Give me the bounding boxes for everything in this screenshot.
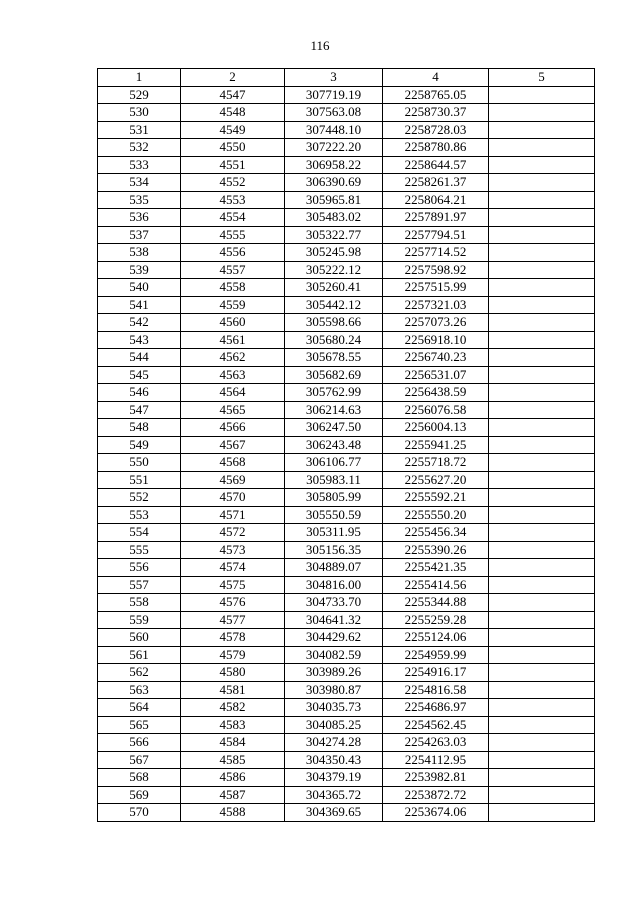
- table-cell: 554: [98, 524, 181, 542]
- table-row: [98, 419, 595, 437]
- table-cell: 4568: [181, 454, 285, 472]
- table-cell: 2255718.72: [383, 454, 489, 472]
- table-row: [98, 244, 595, 262]
- table-cell: 2256438.59: [383, 384, 489, 402]
- table-cell: 560: [98, 629, 181, 647]
- table-cell: 543: [98, 331, 181, 349]
- table-cell: 2255390.26: [383, 541, 489, 559]
- table-cell: 305680.24: [285, 331, 383, 349]
- table-cell: 305245.98: [285, 244, 383, 262]
- table-cell: 2257598.92: [383, 261, 489, 279]
- table-cell: [489, 506, 595, 524]
- table-cell: 2254263.03: [383, 734, 489, 752]
- table-cell: 2254562.45: [383, 716, 489, 734]
- table-cell: 4587: [181, 786, 285, 804]
- table-cell: 2256740.23: [383, 349, 489, 367]
- table-cell: 541: [98, 296, 181, 314]
- table-cell: 4579: [181, 646, 285, 664]
- table-cell: 305805.99: [285, 489, 383, 507]
- table-cell: [489, 629, 595, 647]
- table-row: [98, 611, 595, 629]
- table-cell: 540: [98, 279, 181, 297]
- table-cell: [489, 769, 595, 787]
- table-cell: 2257891.97: [383, 209, 489, 227]
- table-row: [98, 86, 595, 104]
- table-cell: 4569: [181, 471, 285, 489]
- table-cell: [489, 209, 595, 227]
- table-cell: 2255421.35: [383, 559, 489, 577]
- table-cell: 2255414.56: [383, 576, 489, 594]
- table-cell: [489, 121, 595, 139]
- table-cell: 555: [98, 541, 181, 559]
- table-cell: 305983.11: [285, 471, 383, 489]
- table-cell: 306214.63: [285, 401, 383, 419]
- table-row: [98, 471, 595, 489]
- table-cell: 563: [98, 681, 181, 699]
- table-cell: 4581: [181, 681, 285, 699]
- table-cell: 4557: [181, 261, 285, 279]
- table-cell: 534: [98, 174, 181, 192]
- table-row: [98, 681, 595, 699]
- table-cell: 303989.26: [285, 664, 383, 682]
- table-cell: 566: [98, 734, 181, 752]
- table-cell: 4571: [181, 506, 285, 524]
- table-cell: [489, 296, 595, 314]
- table-row: [98, 384, 595, 402]
- table-cell: [489, 681, 595, 699]
- table-cell: 570: [98, 804, 181, 822]
- table-cell: 307448.10: [285, 121, 383, 139]
- table-cell: [489, 384, 595, 402]
- table-row: [98, 751, 595, 769]
- table-cell: 304429.62: [285, 629, 383, 647]
- table-row: [98, 314, 595, 332]
- table-cell: 4578: [181, 629, 285, 647]
- table-cell: 2254686.97: [383, 699, 489, 717]
- column-header: 1: [98, 69, 181, 87]
- table-cell: 2255550.20: [383, 506, 489, 524]
- table-cell: 306247.50: [285, 419, 383, 437]
- table-cell: 305678.55: [285, 349, 383, 367]
- table-cell: 4554: [181, 209, 285, 227]
- table-row: [98, 261, 595, 279]
- table-row: [98, 331, 595, 349]
- table-cell: 533: [98, 156, 181, 174]
- table-row: [98, 506, 595, 524]
- table-cell: 2253982.81: [383, 769, 489, 787]
- table-cell: 2255344.88: [383, 594, 489, 612]
- table-cell: 2258644.57: [383, 156, 489, 174]
- table-cell: 4561: [181, 331, 285, 349]
- table-cell: 2253674.06: [383, 804, 489, 822]
- table-cell: 536: [98, 209, 181, 227]
- table-cell: 307719.19: [285, 86, 383, 104]
- table-cell: [489, 576, 595, 594]
- table-cell: 4559: [181, 296, 285, 314]
- table-cell: 4548: [181, 104, 285, 122]
- table-row: [98, 454, 595, 472]
- table-row: [98, 401, 595, 419]
- table-cell: 2258780.86: [383, 139, 489, 157]
- table-cell: 4567: [181, 436, 285, 454]
- table-cell: 305598.66: [285, 314, 383, 332]
- table-cell: 2255456.34: [383, 524, 489, 542]
- table-cell: [489, 454, 595, 472]
- table-cell: 4564: [181, 384, 285, 402]
- table-cell: 304816.00: [285, 576, 383, 594]
- table-cell: 305762.99: [285, 384, 383, 402]
- table-cell: 4584: [181, 734, 285, 752]
- table-cell: [489, 139, 595, 157]
- table-cell: 4560: [181, 314, 285, 332]
- table-cell: 530: [98, 104, 181, 122]
- table-row: [98, 716, 595, 734]
- table-cell: 4558: [181, 279, 285, 297]
- table-cell: 306390.69: [285, 174, 383, 192]
- table-cell: [489, 594, 595, 612]
- table-cell: 307563.08: [285, 104, 383, 122]
- table-row: [98, 366, 595, 384]
- table-cell: 4563: [181, 366, 285, 384]
- table-cell: [489, 366, 595, 384]
- table-cell: [489, 699, 595, 717]
- table-cell: 551: [98, 471, 181, 489]
- table-cell: 304082.59: [285, 646, 383, 664]
- table-cell: [489, 191, 595, 209]
- table-cell: 552: [98, 489, 181, 507]
- table-cell: [489, 646, 595, 664]
- table-cell: 306243.48: [285, 436, 383, 454]
- table-cell: 2254916.17: [383, 664, 489, 682]
- table-row: [98, 524, 595, 542]
- table-row: [98, 559, 595, 577]
- table-cell: 539: [98, 261, 181, 279]
- table-cell: 306106.77: [285, 454, 383, 472]
- table-cell: 305311.95: [285, 524, 383, 542]
- table-cell: 567: [98, 751, 181, 769]
- table-cell: 545: [98, 366, 181, 384]
- table-cell: 2257321.03: [383, 296, 489, 314]
- table-cell: 542: [98, 314, 181, 332]
- table-cell: 2258765.05: [383, 86, 489, 104]
- table-row: [98, 349, 595, 367]
- table-cell: 557: [98, 576, 181, 594]
- table-cell: 4583: [181, 716, 285, 734]
- table-row: [98, 576, 595, 594]
- table-cell: 304350.43: [285, 751, 383, 769]
- table-cell: 4577: [181, 611, 285, 629]
- table-cell: [489, 541, 595, 559]
- table-row: [98, 191, 595, 209]
- table-cell: 2254959.99: [383, 646, 489, 664]
- table-row: [98, 734, 595, 752]
- table-cell: 4551: [181, 156, 285, 174]
- table-cell: [489, 524, 595, 542]
- table-cell: 2256076.58: [383, 401, 489, 419]
- table-cell: [489, 471, 595, 489]
- table-cell: 304641.32: [285, 611, 383, 629]
- table-cell: 532: [98, 139, 181, 157]
- table-cell: 4585: [181, 751, 285, 769]
- table-body: [98, 86, 595, 821]
- table-cell: 306958.22: [285, 156, 383, 174]
- table-row: [98, 174, 595, 192]
- table-row: [98, 209, 595, 227]
- table-cell: 568: [98, 769, 181, 787]
- table-cell: 537: [98, 226, 181, 244]
- table-cell: 304365.72: [285, 786, 383, 804]
- table-row: [98, 541, 595, 559]
- table-cell: 4565: [181, 401, 285, 419]
- table-cell: 304035.73: [285, 699, 383, 717]
- coordinates-table: [97, 68, 595, 822]
- table-cell: [489, 804, 595, 822]
- table-cell: 538: [98, 244, 181, 262]
- table-cell: 4576: [181, 594, 285, 612]
- table-cell: 531: [98, 121, 181, 139]
- table-row: [98, 226, 595, 244]
- table-cell: 4547: [181, 86, 285, 104]
- table-cell: 4573: [181, 541, 285, 559]
- table-cell: 4556: [181, 244, 285, 262]
- table-cell: 2254816.58: [383, 681, 489, 699]
- table-cell: 305682.69: [285, 366, 383, 384]
- table-cell: 2258730.37: [383, 104, 489, 122]
- table-cell: 305260.41: [285, 279, 383, 297]
- table-cell: 305965.81: [285, 191, 383, 209]
- table-cell: [489, 86, 595, 104]
- table-cell: 4572: [181, 524, 285, 542]
- table-cell: 2256004.13: [383, 419, 489, 437]
- table-cell: 535: [98, 191, 181, 209]
- table-cell: [489, 279, 595, 297]
- table-cell: [489, 104, 595, 122]
- table-cell: [489, 419, 595, 437]
- table-cell: 304379.19: [285, 769, 383, 787]
- table-row: [98, 786, 595, 804]
- table-cell: 564: [98, 699, 181, 717]
- table-cell: 305322.77: [285, 226, 383, 244]
- table-cell: 4566: [181, 419, 285, 437]
- table-cell: 546: [98, 384, 181, 402]
- table-cell: 305483.02: [285, 209, 383, 227]
- table-row: [98, 664, 595, 682]
- table-cell: [489, 261, 595, 279]
- table-cell: 547: [98, 401, 181, 419]
- table-cell: 548: [98, 419, 181, 437]
- table-row: [98, 436, 595, 454]
- table-cell: 2255592.21: [383, 489, 489, 507]
- table-cell: [489, 331, 595, 349]
- table-cell: [489, 734, 595, 752]
- table-row: [98, 769, 595, 787]
- table-cell: [489, 559, 595, 577]
- table-cell: 2257714.52: [383, 244, 489, 262]
- column-header: 3: [285, 69, 383, 87]
- page-number: 116: [310, 38, 330, 53]
- table-row: [98, 156, 595, 174]
- column-header: 5: [489, 69, 595, 87]
- table-cell: [489, 664, 595, 682]
- table-cell: 544: [98, 349, 181, 367]
- table-row: [98, 279, 595, 297]
- table-cell: [489, 611, 595, 629]
- table-cell: [489, 716, 595, 734]
- table-cell: 4588: [181, 804, 285, 822]
- table-row: [98, 104, 595, 122]
- table-cell: 549: [98, 436, 181, 454]
- table-cell: 2257515.99: [383, 279, 489, 297]
- table-cell: 2258261.37: [383, 174, 489, 192]
- table-header-row: [98, 69, 595, 87]
- table-row: [98, 699, 595, 717]
- table-cell: 2255941.25: [383, 436, 489, 454]
- table-cell: 2258064.21: [383, 191, 489, 209]
- table-cell: 2253872.72: [383, 786, 489, 804]
- table-cell: 4574: [181, 559, 285, 577]
- table-cell: 4582: [181, 699, 285, 717]
- table-cell: [489, 786, 595, 804]
- table-row: [98, 139, 595, 157]
- table-cell: 4553: [181, 191, 285, 209]
- table-cell: 4549: [181, 121, 285, 139]
- table-cell: [489, 174, 595, 192]
- table-row: [98, 489, 595, 507]
- table-cell: 2256531.07: [383, 366, 489, 384]
- table-row: [98, 646, 595, 664]
- table-cell: 305442.12: [285, 296, 383, 314]
- table-cell: 304085.25: [285, 716, 383, 734]
- table-cell: 2254112.95: [383, 751, 489, 769]
- table-cell: 305156.35: [285, 541, 383, 559]
- table-cell: [489, 489, 595, 507]
- table-cell: [489, 436, 595, 454]
- column-header: 2: [181, 69, 285, 87]
- table-cell: 561: [98, 646, 181, 664]
- table-row: [98, 629, 595, 647]
- table-cell: 307222.20: [285, 139, 383, 157]
- table-cell: 305222.12: [285, 261, 383, 279]
- table-cell: [489, 401, 595, 419]
- table-cell: 2255259.28: [383, 611, 489, 629]
- table-cell: 4555: [181, 226, 285, 244]
- table-cell: 304733.70: [285, 594, 383, 612]
- table-cell: [489, 349, 595, 367]
- table-cell: 559: [98, 611, 181, 629]
- table-cell: 553: [98, 506, 181, 524]
- table-cell: 2255124.06: [383, 629, 489, 647]
- table-cell: [489, 244, 595, 262]
- table-cell: 550: [98, 454, 181, 472]
- table-cell: 4570: [181, 489, 285, 507]
- table-cell: [489, 314, 595, 332]
- table-row: [98, 594, 595, 612]
- table-row: [98, 296, 595, 314]
- table-cell: 556: [98, 559, 181, 577]
- table-cell: 569: [98, 786, 181, 804]
- column-header: 4: [383, 69, 489, 87]
- table-cell: 4580: [181, 664, 285, 682]
- table-cell: 558: [98, 594, 181, 612]
- table-cell: 562: [98, 664, 181, 682]
- table-cell: 565: [98, 716, 181, 734]
- table-cell: 303980.87: [285, 681, 383, 699]
- table-cell: 529: [98, 86, 181, 104]
- table-cell: 4586: [181, 769, 285, 787]
- table-cell: 4552: [181, 174, 285, 192]
- table-cell: 2258728.03: [383, 121, 489, 139]
- table-cell: 304274.28: [285, 734, 383, 752]
- table-cell: 4562: [181, 349, 285, 367]
- table-cell: 305550.59: [285, 506, 383, 524]
- table-cell: [489, 751, 595, 769]
- table-cell: [489, 226, 595, 244]
- table-cell: [489, 156, 595, 174]
- table-row: [98, 121, 595, 139]
- table-cell: 2257073.26: [383, 314, 489, 332]
- table-cell: 304889.07: [285, 559, 383, 577]
- table-cell: 4550: [181, 139, 285, 157]
- table-cell: 304369.65: [285, 804, 383, 822]
- table-cell: 2255627.20: [383, 471, 489, 489]
- table-cell: 4575: [181, 576, 285, 594]
- table-cell: 2257794.51: [383, 226, 489, 244]
- table-row: [98, 804, 595, 822]
- table-cell: 2256918.10: [383, 331, 489, 349]
